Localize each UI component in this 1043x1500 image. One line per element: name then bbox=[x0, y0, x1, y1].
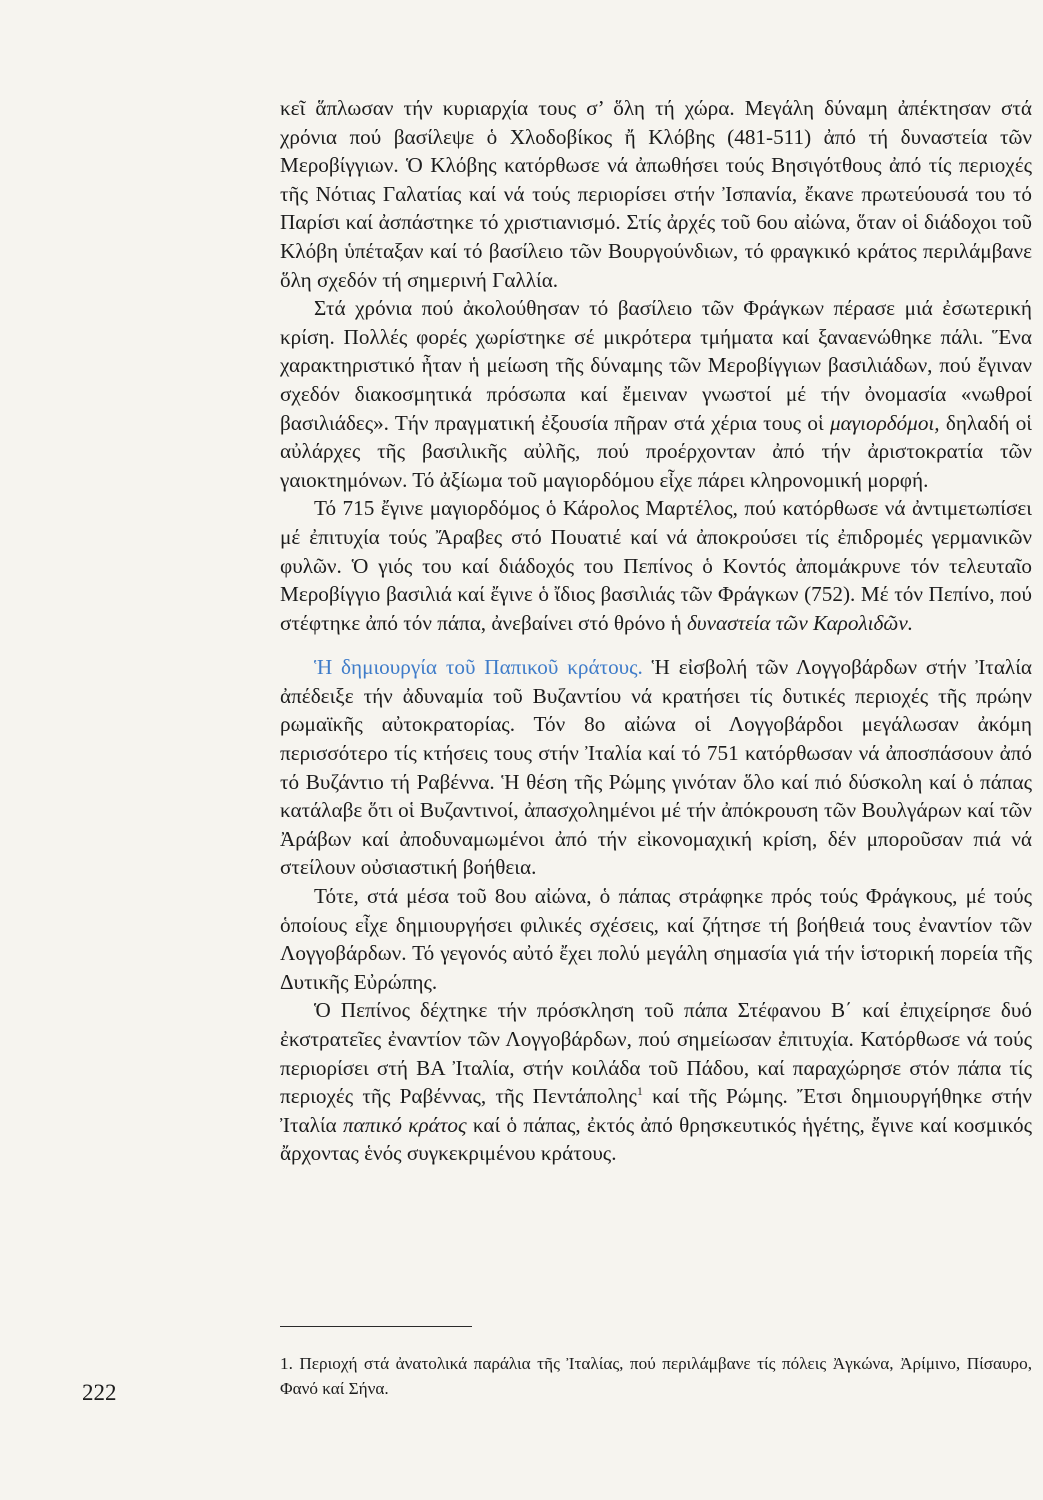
paragraph-1-text: κεῖ ἅπλωσαν τήν κυριαρχία τους σ’ ὅλη τή χώρα. Μεγάλη δύναμη ἀπέκτησαν στά χρόνια πού βασίλεψε ὁ Χλοδοβίκος ἤ Κλόβης (481-511) ἀπό τή δυναστεία τῶν Μεροβίγγιων. Ὁ Κλόβης κατόρθωσε νά ἀπωθήσει τούς Βησιγότθους ἀπό τίς περιοχές τῆς Νότιας Γαλατίας καί νά τούς περιορίσει στήν Ἰσπανία, ἔκανε πρωτεύουσά του τό Παρίσι καί ἀσπάστηκε τό χριστιανισμό. Στίς ἀρχές τοῦ 6ου αἰώνα, ὅταν οἱ διάδοχοι τοῦ Κλόβη ὑπέταξαν καί τό βασίλειο τῶν Βουργούνδιων, τό φραγκικό κράτος περιλάμβανε ὅλη σχεδόν τή σημερινή Γαλλία. bbox=[280, 96, 1032, 292]
section-paragraph-3-text-c: καί ὁ πάπας, ἐκτός ἀπό θρησκευτικός ἡγέτης, ἔγινε καί κοσμικός ἄρχοντας ἑνός συγκεκριμένου κράτους. bbox=[280, 1112, 1032, 1166]
paragraph-3 bbox=[280, 494, 1032, 637]
footnote-reference[interactable]: 1 bbox=[636, 1084, 643, 1099]
italic-term-papal-state: παπικό κράτος bbox=[342, 1112, 467, 1137]
section-paragraph-2-text: Τότε, στά μέσα τοῦ 8ου αἰώνα, ὁ πάπας στράφηκε πρός τούς Φράγκους, μέ τούς ὁποίους εἶχε δημιουργήσει φιλικές σχέσεις, καί ζήτησε τή βοήθειά τους ἐναντίον τῶν Λογγοβάρδων. Τό γεγονός αὐτό ἔχει πολύ μεγάλη σημασία γιά τήν ἱστορική πορεία τῆς Δυτικῆς Εὐρώπης. bbox=[280, 884, 1032, 994]
paragraph-3-text: Τό 715 ἔγινε μαγιορδόμος ὁ Κάρολος Μαρτέλος, πού κατόρθωσε νά ἀντιμετωπίσει μέ ἐπιτυχία τούς Ἄραβες στό Πουατιέ καί νά ἀποκρούσει τίς ἐπιδρομές γερμανικῶν φυλῶν. Ὁ γιός του καί διάδοχός του Πεπίνος ὁ Κοντός ἀπομάκρυνε τόν τελευταῖο Μεροβίγγιο βασιλιά καί ἔγινε ὁ ἴδιος βασιλιάς τῶν Φράγκων (752). Μέ τόν Πεπίνο, πού στέφτηκε ἀπό τόν πάπα, ἀνεβαίνει στό θρόνο ἡ bbox=[280, 496, 1032, 635]
footnote-divider bbox=[280, 1326, 472, 1327]
section-paragraph-2 bbox=[280, 882, 1032, 996]
paragraph-2-text-a: Στά χρόνια πού ἀκολούθησαν τό βασίλειο τῶν Φράγκων πέρασε μιά ἐσωτερική κρίση. Πολλές φορές χωρίστηκε σέ μικρότερα τμήματα καί ξαναενώθηκε πάλι. Ἕνα χαρακτηριστικό ἦταν ἡ μείωση τῆς δύναμης τῶν Μεροβίγγιων βασιλιάδων, πού ἔγιναν σχεδόν διακοσμητικά πρόσωπα καί ἔμειναν γνωστοί μέ τήν ὀνομασία «νωθροί βασιλιάδες». Τήν πραγματική ἐξουσία πῆραν στά χέρια τους οἱ bbox=[280, 296, 1032, 435]
footnote: 1. Περιοχή στά ἀνατολικά παράλια τῆς Ἰταλίας, πού περιλάμβανε τίς πόλεις Ἀγκώνα, Ἀρίμινο, Πίσαυρο, Φανό καί Σήνα. bbox=[280, 1354, 1032, 1398]
section-heading: Ἡ δημιουργία τοῦ Παπικοῦ κράτους. bbox=[314, 655, 643, 680]
page-number: 222 bbox=[82, 1380, 117, 1405]
section-papal-state-paragraph-1 bbox=[280, 653, 1032, 882]
section-paragraph-3 bbox=[280, 996, 1032, 1168]
italic-term-carolingian-dynasty: δυναστεία τῶν Καρολιδῶν. bbox=[687, 610, 914, 635]
paragraph-2-text-b: δηλαδή οἱ αὐλάρχες τῆς βασιλικῆς αὐλῆς, πού προέρχονταν ἀπό τήν ἀριστοκρατία τῶν γαιοκτημόνων. Τό ἀξίωμα τοῦ μαγιορδόμου εἶχε πάρει κληρονομική μορφή. bbox=[280, 410, 1033, 492]
section-paragraph-3-text-a: Ὁ Πεπίνος δέχτηκε τήν πρόσκληση τοῦ πάπα Στέφανου Β΄ καί ἐπιχείρησε δυό ἐκστρατεῖες ἐναντίον τῶν Λογγοβάρδων, πού σημείωσαν ἐπιτυχία. Κατόρθωσε νά τούς περιορίσει στή ΒΑ Ἰταλία, στήν κοιλάδα τοῦ Πάδου, καί παραχώρησε στόν πάπα τίς περιοχές τῆς Ραβέννας, τῆς Πεντάπολης bbox=[280, 998, 1032, 1109]
section-paragraph-1-text: Ἡ εἰσβολή τῶν Λογγοβάρδων στήν Ἰταλία ἀπέδειξε τήν ἀδυναμία τοῦ Βυζαντίου νά κρατήσει τίς δυτικές περιοχές τῆς πρώην ρωμαϊκῆς αὐτοκρατορίας. Τόν 8ο αἰώνα οἱ Λογγοβάρδοι μεγάλωσαν ἀκόμη περισσότερο τίς κτήσεις τους στήν Ἰταλία καί τό 751 κατόρθωσαν νά ἀποσπάσουν ἀπό τό Βυζάντιο τή Ραβέννα. Ἡ θέση τῆς Ρώμης γινόταν ὅλο καί πιό δύσκολη καί ὁ πάπας κατάλαβε ὅτι οἱ Βυζαντινοί, ἀπασχολημένοι μέ τήν ἀπόκρουση τῶν Βουλγάρων καί τῶν Ἀράβων καί ἀποδυναμωμένοι ἀπό τήν εἰκονομαχική κρίση, δέν μποροῦσαν πιά νά στείλουν οὐσιαστική βοήθεια. bbox=[280, 655, 1033, 880]
paragraph-2 bbox=[280, 294, 1032, 494]
section-paragraph-3-text-b: καί τῆς Ρώμης. Ἔτσι δημιουργήθηκε στήν Ἰταλία bbox=[280, 1084, 1032, 1137]
italic-term-majordomos: μαγιορδόμοι, bbox=[829, 410, 940, 435]
paragraph-1 bbox=[280, 94, 1032, 294]
main-text bbox=[280, 94, 1032, 1168]
